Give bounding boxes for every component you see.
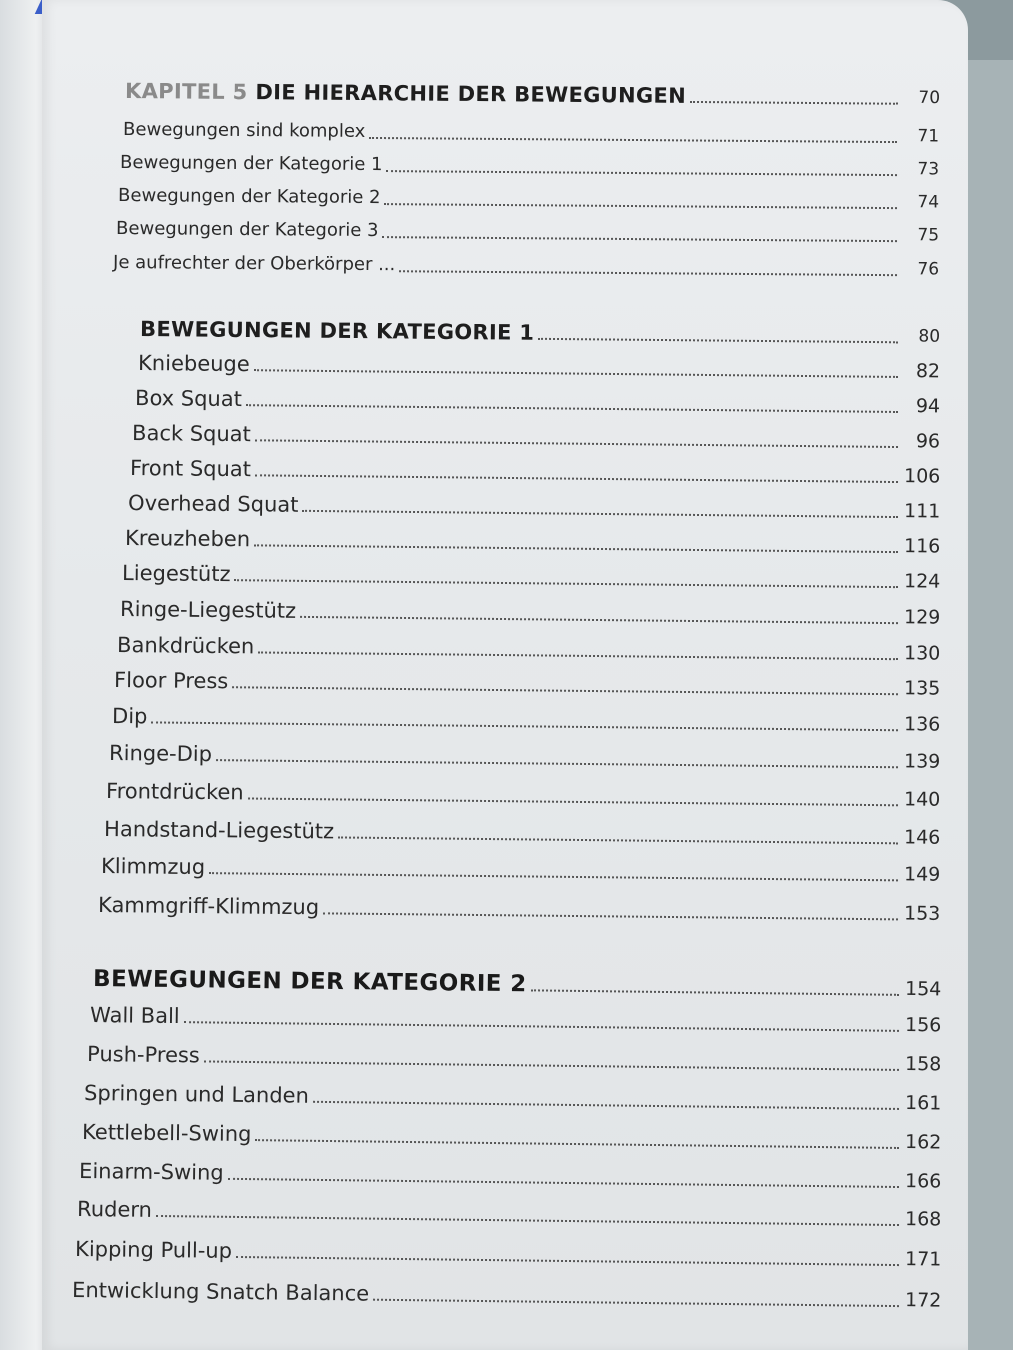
entry-title: Kniebeuge [137, 351, 250, 377]
entry-title: Kammgriff-Klimmzug [97, 893, 320, 920]
dot-leader [300, 615, 898, 624]
page-number: 166 [904, 1170, 942, 1193]
section-title: BEWEGUNGEN DER KATEGORIE 2 [92, 966, 527, 998]
dot-leader [232, 685, 898, 695]
toc-entry[interactable] [123, 111, 939, 147]
entry-title: Kettlebell-Swing [81, 1120, 252, 1147]
chapter-label: KAPITEL 5 [124, 79, 248, 105]
toc-entry[interactable] [116, 210, 939, 246]
page-number: 73 [917, 159, 940, 180]
toc-entry[interactable] [75, 1230, 941, 1271]
page-number: 82 [915, 360, 941, 383]
dot-leader [255, 1138, 899, 1149]
toc-entry[interactable] [106, 772, 940, 811]
entry-title: Back Squat [131, 421, 251, 447]
entry-title: Dip [111, 704, 148, 729]
dot-leader [302, 509, 898, 518]
page-number: 111 [903, 500, 941, 523]
dot-leader [156, 1214, 899, 1226]
toc-entry[interactable] [138, 344, 940, 382]
entry-title: Handstand-Liegestütz [103, 817, 335, 844]
dot-leader [255, 473, 898, 483]
page-number: 116 [903, 535, 941, 558]
toc-entry[interactable] [120, 144, 939, 180]
page-number: 70 [918, 87, 941, 109]
dot-leader [538, 337, 898, 343]
dot-leader [386, 169, 897, 176]
entry-title: Box Squat [134, 386, 243, 412]
dot-leader [184, 1020, 899, 1032]
section-heading[interactable] [140, 310, 940, 348]
page-number: 71 [917, 126, 940, 147]
toc-entry[interactable] [128, 484, 940, 523]
dot-leader [399, 269, 897, 276]
entry-title: Bewegungen der Kategorie 1 [120, 152, 383, 176]
page-number: 153 [903, 902, 941, 925]
page-number: 96 [915, 430, 941, 453]
page-number: 158 [904, 1052, 942, 1076]
entry-title: Klimmzug [100, 854, 206, 880]
entry-title: Kreuzheben [124, 526, 251, 552]
page-number: 168 [904, 1208, 942, 1231]
page-number: 156 [904, 1013, 942, 1037]
page-number: 124 [903, 570, 941, 593]
page-number: 154 [904, 977, 942, 1001]
entry-title: Bewegungen sind komplex [123, 119, 366, 142]
entry-title: Je aufrechter der Oberkörper ... [113, 252, 396, 276]
page-number: 146 [903, 826, 941, 849]
page-number: 129 [903, 606, 941, 629]
toc-entry[interactable] [118, 177, 939, 213]
dot-leader [384, 202, 897, 209]
toc-entry[interactable] [113, 244, 939, 280]
page-number: 135 [903, 677, 941, 700]
toc-entry[interactable] [101, 847, 940, 886]
dot-leader [373, 1298, 899, 1307]
toc-entry[interactable] [130, 449, 940, 487]
page-number: 149 [903, 863, 941, 886]
entry-title: Overhead Squat [127, 491, 299, 517]
entry-title: Bewegungen der Kategorie 3 [116, 218, 379, 242]
toc-entry[interactable] [132, 414, 940, 452]
dot-leader [236, 1255, 899, 1266]
dot-leader [254, 368, 898, 378]
dot-leader [209, 871, 898, 881]
page-number: 75 [917, 225, 940, 246]
dot-leader [369, 136, 897, 143]
page-number: 140 [903, 788, 941, 811]
entry-title: Ringe-Liegestütz [119, 597, 297, 623]
dot-leader [228, 1177, 899, 1188]
toc-entry[interactable] [125, 519, 940, 558]
entry-title: Rudern [76, 1197, 153, 1222]
dot-leader [151, 720, 898, 731]
entry-title: Springen und Landen [83, 1081, 310, 1108]
dot-leader [255, 438, 898, 448]
toc-entry[interactable] [109, 734, 940, 773]
toc-entry[interactable] [84, 1074, 941, 1114]
dot-leader [246, 403, 898, 413]
entry-title: Ringe-Dip [108, 741, 213, 767]
dot-leader [234, 578, 898, 588]
dot-leader [690, 100, 898, 105]
toc-entry[interactable] [72, 1271, 941, 1312]
toc-entry[interactable] [79, 1152, 941, 1193]
toc-entry[interactable] [82, 1113, 941, 1153]
entry-title: Bankdrücken [116, 633, 255, 659]
dot-leader [216, 758, 898, 768]
dot-leader [382, 235, 897, 242]
chapter-title: DIE HIERARCHIE DER BEWEGUNGEN [255, 80, 687, 108]
page-number: 80 [918, 326, 941, 347]
toc-entry[interactable] [117, 626, 940, 665]
dot-leader [248, 796, 898, 806]
toc-entry[interactable] [120, 590, 940, 629]
toc-entry[interactable] [98, 886, 940, 925]
dot-leader [531, 988, 899, 996]
dot-leader [204, 1059, 899, 1070]
entry-title: Kipping Pull-up [74, 1237, 233, 1263]
toc-entry[interactable] [112, 697, 940, 736]
toc-entry[interactable] [114, 661, 940, 700]
section-title: BEWEGUNGEN DER KATEGORIE 1 [139, 317, 535, 345]
page-number: 130 [903, 642, 941, 665]
page-number: 161 [904, 1092, 942, 1115]
page-number: 76 [917, 259, 940, 280]
dot-leader [323, 911, 898, 920]
entry-title: Front Squat [129, 456, 252, 482]
dot-leader [338, 835, 898, 844]
toc-entry[interactable] [90, 996, 941, 1036]
toc-entry[interactable] [77, 1190, 941, 1231]
section-heading[interactable] [93, 960, 941, 1000]
dot-leader [258, 650, 898, 660]
dot-leader [313, 1100, 899, 1110]
page-number: 162 [904, 1131, 942, 1154]
entry-title: Push-Press [86, 1042, 200, 1068]
toc-entry[interactable] [87, 1035, 941, 1075]
page-number: 136 [903, 713, 941, 736]
entry-title: Einarm-Swing [78, 1159, 224, 1185]
chapter-heading[interactable] [125, 72, 940, 109]
page-number: 94 [915, 395, 941, 418]
toc-entry[interactable] [122, 554, 940, 593]
page-number: 172 [904, 1289, 942, 1312]
entry-title: Floor Press [113, 668, 229, 694]
entry-title: Bewegungen der Kategorie 2 [118, 185, 381, 209]
page-number: 106 [903, 465, 941, 488]
entry-title: Liegestütz [121, 561, 231, 587]
toc-entry[interactable] [104, 810, 940, 849]
entry-title: Entwicklung Snatch Balance [71, 1278, 370, 1306]
entry-title: Frontdrücken [105, 779, 244, 805]
page-number: 171 [904, 1248, 942, 1271]
page-number: 74 [917, 192, 940, 213]
page-number: 139 [903, 750, 941, 773]
toc-entry[interactable] [135, 379, 940, 417]
dot-leader [254, 543, 898, 553]
entry-title: Wall Ball [89, 1003, 180, 1029]
